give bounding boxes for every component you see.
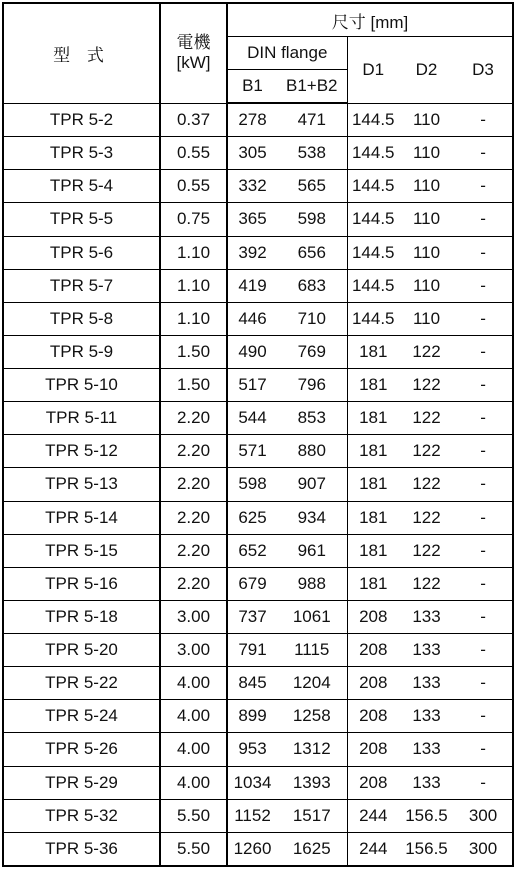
cell-d2: 122 <box>399 468 454 501</box>
cell-d2: 122 <box>399 567 454 600</box>
cell-model: TPR 5-36 <box>3 832 160 866</box>
cell-d2: 133 <box>399 600 454 633</box>
cell-b1: 791 <box>227 634 277 667</box>
table-row <box>3 468 513 501</box>
cell-kw: 1.50 <box>160 335 227 368</box>
cell-b1-b2: 853 <box>277 402 347 435</box>
cell-kw: 1.10 <box>160 236 227 269</box>
cell-d2: 110 <box>399 302 454 335</box>
cell-b1-b2: 1517 <box>277 799 347 832</box>
cell-kw: 5.50 <box>160 832 227 866</box>
cell-model: TPR 5-24 <box>3 700 160 733</box>
cell-d3: - <box>454 634 513 667</box>
cell-d1: 181 <box>347 435 399 468</box>
cell-kw: 0.37 <box>160 103 227 137</box>
cell-b1-b2: 1393 <box>277 766 347 799</box>
cell-d3: 300 <box>454 832 513 866</box>
table-row <box>3 269 513 302</box>
table-row <box>3 501 513 534</box>
cell-d1: 208 <box>347 634 399 667</box>
cell-b1-b2: 710 <box>277 302 347 335</box>
header-b1: B1 <box>227 70 277 104</box>
cell-d2: 110 <box>399 203 454 236</box>
cell-model: TPR 5-16 <box>3 567 160 600</box>
cell-b1: 419 <box>227 269 277 302</box>
table-row <box>3 335 513 368</box>
cell-model: TPR 5-10 <box>3 369 160 402</box>
cell-model: TPR 5-22 <box>3 667 160 700</box>
cell-d2: 122 <box>399 435 454 468</box>
cell-d3: - <box>454 203 513 236</box>
cell-d1: 144.5 <box>347 236 399 269</box>
cell-b1-b2: 471 <box>277 103 347 137</box>
cell-b1: 1152 <box>227 799 277 832</box>
cell-model: TPR 5-26 <box>3 733 160 766</box>
cell-d1: 208 <box>347 667 399 700</box>
cell-b1-b2: 796 <box>277 369 347 402</box>
cell-kw: 0.55 <box>160 170 227 203</box>
cell-d3: - <box>454 435 513 468</box>
cell-kw: 0.75 <box>160 203 227 236</box>
cell-kw: 2.20 <box>160 501 227 534</box>
cell-b1: 1034 <box>227 766 277 799</box>
cell-b1-b2: 1625 <box>277 832 347 866</box>
cell-d1: 144.5 <box>347 269 399 302</box>
cell-model: TPR 5-3 <box>3 137 160 170</box>
cell-kw: 1.10 <box>160 302 227 335</box>
cell-b1: 332 <box>227 170 277 203</box>
cell-b1: 737 <box>227 600 277 633</box>
cell-b1: 544 <box>227 402 277 435</box>
cell-model: TPR 5-4 <box>3 170 160 203</box>
cell-b1: 365 <box>227 203 277 236</box>
cell-model: TPR 5-5 <box>3 203 160 236</box>
cell-b1-b2: 565 <box>277 170 347 203</box>
table-row <box>3 700 513 733</box>
cell-d2: 110 <box>399 103 454 137</box>
cell-b1-b2: 538 <box>277 137 347 170</box>
cell-b1: 517 <box>227 369 277 402</box>
cell-d1: 244 <box>347 832 399 866</box>
cell-d3: - <box>454 402 513 435</box>
cell-d1: 181 <box>347 402 399 435</box>
cell-d2: 122 <box>399 534 454 567</box>
cell-d3: - <box>454 269 513 302</box>
cell-model: TPR 5-2 <box>3 103 160 137</box>
table-row <box>3 567 513 600</box>
cell-d3: - <box>454 766 513 799</box>
cell-kw: 0.55 <box>160 137 227 170</box>
table-row <box>3 733 513 766</box>
cell-b1-b2: 880 <box>277 435 347 468</box>
cell-d3: - <box>454 137 513 170</box>
cell-b1: 571 <box>227 435 277 468</box>
table-row <box>3 137 513 170</box>
cell-kw: 4.00 <box>160 667 227 700</box>
cell-d1: 181 <box>347 335 399 368</box>
cell-d3: - <box>454 600 513 633</box>
cell-d1: 144.5 <box>347 302 399 335</box>
cell-d2: 122 <box>399 402 454 435</box>
cell-kw: 2.20 <box>160 435 227 468</box>
cell-b1-b2: 1258 <box>277 700 347 733</box>
cell-d2: 156.5 <box>399 832 454 866</box>
cell-model: TPR 5-20 <box>3 634 160 667</box>
cell-d3: - <box>454 103 513 137</box>
cell-b1-b2: 1312 <box>277 733 347 766</box>
cell-model: TPR 5-15 <box>3 534 160 567</box>
header-d1: D1 <box>347 37 399 104</box>
cell-b1-b2: 961 <box>277 534 347 567</box>
cell-kw: 4.00 <box>160 766 227 799</box>
header-motor-kw <box>160 3 227 103</box>
cell-d2: 133 <box>399 733 454 766</box>
cell-b1-b2: 683 <box>277 269 347 302</box>
cell-b1-b2: 769 <box>277 335 347 368</box>
cell-d1: 208 <box>347 700 399 733</box>
cell-d2: 133 <box>399 667 454 700</box>
table-row <box>3 832 513 866</box>
cell-model: TPR 5-8 <box>3 302 160 335</box>
header-motor-label: 電機 <box>176 33 211 53</box>
header-motor-unit: [kW] <box>176 53 211 73</box>
cell-d1: 181 <box>347 468 399 501</box>
cell-d3: 300 <box>454 799 513 832</box>
table-row <box>3 600 513 633</box>
cell-d3: - <box>454 501 513 534</box>
cell-d2: 122 <box>399 335 454 368</box>
cell-d3: - <box>454 236 513 269</box>
header-model: 型 式 <box>3 3 160 103</box>
header-d2: D2 <box>399 37 454 104</box>
header-din-flange: DIN flange <box>227 37 347 70</box>
cell-b1: 392 <box>227 236 277 269</box>
cell-kw: 2.20 <box>160 468 227 501</box>
cell-model: TPR 5-12 <box>3 435 160 468</box>
cell-kw: 2.20 <box>160 402 227 435</box>
cell-d1: 144.5 <box>347 137 399 170</box>
cell-kw: 4.00 <box>160 733 227 766</box>
cell-model: TPR 5-14 <box>3 501 160 534</box>
cell-d3: - <box>454 567 513 600</box>
table-row <box>3 203 513 236</box>
cell-b1-b2: 1204 <box>277 667 347 700</box>
cell-d3: - <box>454 468 513 501</box>
cell-d1: 144.5 <box>347 203 399 236</box>
cell-d2: 133 <box>399 634 454 667</box>
table-row <box>3 402 513 435</box>
header-d3: D3 <box>454 37 513 104</box>
cell-kw: 2.20 <box>160 534 227 567</box>
cell-d3: - <box>454 667 513 700</box>
cell-b1: 305 <box>227 137 277 170</box>
cell-d3: - <box>454 302 513 335</box>
cell-b1: 598 <box>227 468 277 501</box>
cell-d2: 133 <box>399 700 454 733</box>
cell-kw: 4.00 <box>160 700 227 733</box>
cell-b1-b2: 656 <box>277 236 347 269</box>
cell-kw: 2.20 <box>160 567 227 600</box>
table-row <box>3 369 513 402</box>
cell-kw: 3.00 <box>160 634 227 667</box>
table-row <box>3 534 513 567</box>
cell-b1-b2: 934 <box>277 501 347 534</box>
cell-kw: 1.50 <box>160 369 227 402</box>
cell-d2: 110 <box>399 170 454 203</box>
cell-model: TPR 5-29 <box>3 766 160 799</box>
cell-model: TPR 5-9 <box>3 335 160 368</box>
table-row <box>3 667 513 700</box>
cell-model: TPR 5-7 <box>3 269 160 302</box>
cell-d2: 110 <box>399 269 454 302</box>
cell-d1: 181 <box>347 534 399 567</box>
cell-d3: - <box>454 534 513 567</box>
table-row <box>3 766 513 799</box>
cell-d3: - <box>454 170 513 203</box>
cell-d3: - <box>454 369 513 402</box>
cell-d2: 133 <box>399 766 454 799</box>
table-row <box>3 799 513 832</box>
cell-model: TPR 5-13 <box>3 468 160 501</box>
table-header <box>3 3 513 103</box>
cell-b1-b2: 598 <box>277 203 347 236</box>
table-row <box>3 435 513 468</box>
cell-b1-b2: 907 <box>277 468 347 501</box>
cell-d3: - <box>454 733 513 766</box>
cell-d2: 110 <box>399 236 454 269</box>
cell-d1: 144.5 <box>347 103 399 137</box>
cell-b1: 953 <box>227 733 277 766</box>
cell-kw: 3.00 <box>160 600 227 633</box>
cell-d1: 144.5 <box>347 170 399 203</box>
cell-b1: 490 <box>227 335 277 368</box>
cell-kw: 1.10 <box>160 269 227 302</box>
cell-b1: 652 <box>227 534 277 567</box>
cell-d2: 110 <box>399 137 454 170</box>
table-row <box>3 236 513 269</box>
cell-b1: 899 <box>227 700 277 733</box>
cell-d1: 181 <box>347 369 399 402</box>
table-row <box>3 634 513 667</box>
cell-d1: 181 <box>347 501 399 534</box>
cell-model: TPR 5-18 <box>3 600 160 633</box>
cell-d2: 156.5 <box>399 799 454 832</box>
cell-b1-b2: 1115 <box>277 634 347 667</box>
cell-d2: 122 <box>399 501 454 534</box>
cell-model: TPR 5-32 <box>3 799 160 832</box>
cell-d1: 208 <box>347 733 399 766</box>
table-body <box>3 103 513 866</box>
table-row <box>3 302 513 335</box>
cell-d2: 122 <box>399 369 454 402</box>
header-dimensions: 尺寸 [mm] <box>227 3 513 37</box>
cell-b1: 446 <box>227 302 277 335</box>
cell-d1: 208 <box>347 766 399 799</box>
cell-b1: 278 <box>227 103 277 137</box>
cell-model: TPR 5-11 <box>3 402 160 435</box>
cell-b1: 625 <box>227 501 277 534</box>
cell-model: TPR 5-6 <box>3 236 160 269</box>
cell-d3: - <box>454 700 513 733</box>
table-row <box>3 170 513 203</box>
header-b1b2: B1+B2 <box>277 70 347 104</box>
table-row <box>3 103 513 137</box>
pump-spec-table <box>2 2 514 867</box>
cell-b1-b2: 1061 <box>277 600 347 633</box>
cell-kw: 5.50 <box>160 799 227 832</box>
cell-b1: 845 <box>227 667 277 700</box>
cell-b1: 679 <box>227 567 277 600</box>
cell-b1-b2: 988 <box>277 567 347 600</box>
cell-d3: - <box>454 335 513 368</box>
cell-d1: 244 <box>347 799 399 832</box>
cell-d1: 208 <box>347 600 399 633</box>
cell-b1: 1260 <box>227 832 277 866</box>
cell-d1: 181 <box>347 567 399 600</box>
